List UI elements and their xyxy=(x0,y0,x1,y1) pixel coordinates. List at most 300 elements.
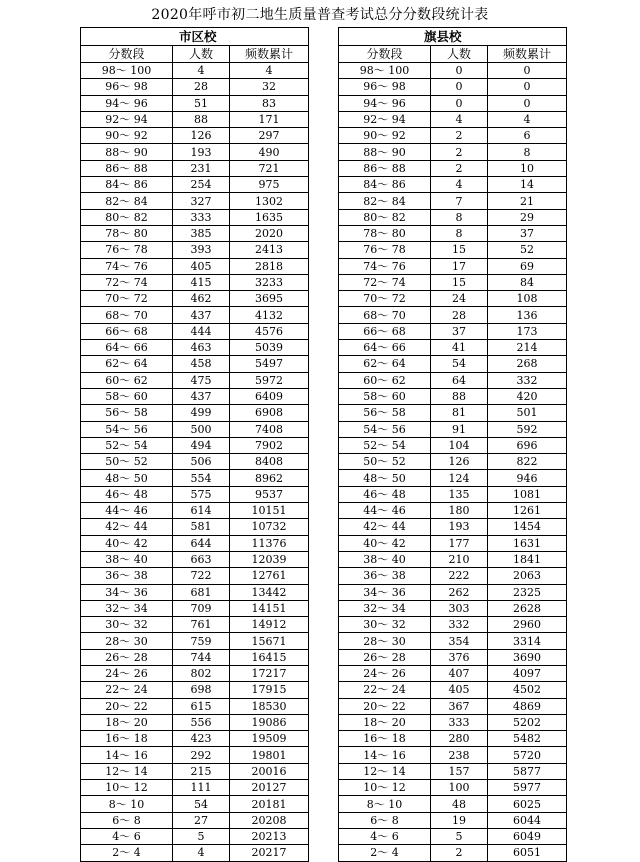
cumulative-cell: 20181 xyxy=(230,796,309,812)
score-range-cell: 20～ 22 xyxy=(339,698,431,714)
score-range-cell: 86～ 88 xyxy=(81,160,173,176)
cumulative-cell: 20208 xyxy=(230,812,309,828)
score-range-cell: 98～ 100 xyxy=(339,63,431,79)
count-cell: 193 xyxy=(431,519,488,535)
cumulative-cell: 946 xyxy=(488,470,567,486)
count-cell: 231 xyxy=(173,160,230,176)
count-cell: 333 xyxy=(173,209,230,225)
score-range-cell: 42～ 44 xyxy=(339,519,431,535)
cumulative-cell: 5972 xyxy=(230,372,309,388)
count-cell: 4 xyxy=(431,111,488,127)
cumulative-cell: 19086 xyxy=(230,714,309,730)
score-range-cell: 8～ 10 xyxy=(81,796,173,812)
table-row xyxy=(339,731,567,747)
table-row xyxy=(339,812,567,828)
score-range-cell: 80～ 82 xyxy=(339,209,431,225)
score-range-cell: 44～ 46 xyxy=(339,503,431,519)
score-range-cell: 40～ 42 xyxy=(81,535,173,551)
table-row xyxy=(81,649,309,665)
table-row xyxy=(81,828,309,844)
cumulative-cell: 4869 xyxy=(488,698,567,714)
count-cell: 91 xyxy=(431,421,488,437)
table-row xyxy=(339,405,567,421)
table-row xyxy=(81,617,309,633)
score-range-cell: 76～ 78 xyxy=(339,242,431,258)
table-row xyxy=(339,225,567,241)
table-row xyxy=(81,421,309,437)
count-cell: 37 xyxy=(431,323,488,339)
score-range-cell: 96～ 98 xyxy=(81,79,173,95)
column-header-score-range: 分数段 xyxy=(339,46,431,63)
count-cell: 126 xyxy=(173,128,230,144)
cumulative-cell: 5877 xyxy=(488,763,567,779)
count-cell: 41 xyxy=(431,340,488,356)
cumulative-cell: 1631 xyxy=(488,535,567,551)
cumulative-cell: 19801 xyxy=(230,747,309,763)
count-cell: 88 xyxy=(173,111,230,127)
cumulative-cell: 52 xyxy=(488,242,567,258)
count-cell: 177 xyxy=(431,535,488,551)
count-cell: 581 xyxy=(173,519,230,535)
table-row xyxy=(81,340,309,356)
count-cell: 367 xyxy=(431,698,488,714)
table-row xyxy=(339,584,567,600)
table-row xyxy=(339,503,567,519)
score-range-cell: 54～ 56 xyxy=(339,421,431,437)
table-row xyxy=(339,796,567,812)
cumulative-cell: 29 xyxy=(488,209,567,225)
cumulative-cell: 1302 xyxy=(230,193,309,209)
table-row xyxy=(339,649,567,665)
count-cell: 761 xyxy=(173,617,230,633)
county-schools-table xyxy=(338,27,567,862)
score-range-cell: 16～ 18 xyxy=(81,731,173,747)
score-range-cell: 24～ 26 xyxy=(339,665,431,681)
score-range-cell: 20～ 22 xyxy=(81,698,173,714)
table-row xyxy=(339,340,567,356)
table-row xyxy=(81,323,309,339)
score-range-cell: 12～ 14 xyxy=(81,763,173,779)
cumulative-cell: 8 xyxy=(488,144,567,160)
cumulative-cell: 822 xyxy=(488,454,567,470)
score-range-cell: 10～ 12 xyxy=(81,780,173,796)
cumulative-cell: 13442 xyxy=(230,584,309,600)
column-header-cumulative: 频数累计 xyxy=(488,46,567,63)
count-cell: 111 xyxy=(173,780,230,796)
score-range-cell: 92～ 94 xyxy=(339,111,431,127)
table-row xyxy=(339,828,567,844)
table-row xyxy=(81,144,309,160)
cumulative-cell: 1454 xyxy=(488,519,567,535)
score-range-cell: 64～ 66 xyxy=(339,340,431,356)
table-row xyxy=(339,698,567,714)
table-row xyxy=(81,698,309,714)
score-range-cell: 56～ 58 xyxy=(81,405,173,421)
table-row xyxy=(339,763,567,779)
count-cell: 393 xyxy=(173,242,230,258)
cumulative-cell: 10151 xyxy=(230,503,309,519)
cumulative-cell: 2960 xyxy=(488,617,567,633)
table-row xyxy=(339,79,567,95)
count-cell: 500 xyxy=(173,421,230,437)
table-row xyxy=(339,535,567,551)
cumulative-cell: 2063 xyxy=(488,568,567,584)
score-range-cell: 90～ 92 xyxy=(81,128,173,144)
table-row xyxy=(339,633,567,649)
table-row xyxy=(339,258,567,274)
count-cell: 215 xyxy=(173,763,230,779)
table-row xyxy=(339,128,567,144)
cumulative-cell: 1841 xyxy=(488,551,567,567)
table-row xyxy=(339,747,567,763)
cumulative-cell: 20016 xyxy=(230,763,309,779)
cumulative-cell: 4502 xyxy=(488,682,567,698)
cumulative-cell: 6908 xyxy=(230,405,309,421)
score-range-cell: 90～ 92 xyxy=(339,128,431,144)
cumulative-cell: 20213 xyxy=(230,828,309,844)
cumulative-cell: 14 xyxy=(488,177,567,193)
cumulative-cell: 4132 xyxy=(230,307,309,323)
score-range-cell: 46～ 48 xyxy=(81,486,173,502)
count-cell: 475 xyxy=(173,372,230,388)
score-range-cell: 34～ 36 xyxy=(81,584,173,600)
score-range-cell: 42～ 44 xyxy=(81,519,173,535)
score-range-cell: 34～ 36 xyxy=(339,584,431,600)
cumulative-cell: 4576 xyxy=(230,323,309,339)
table-row xyxy=(81,258,309,274)
count-cell: 681 xyxy=(173,584,230,600)
cumulative-cell: 4 xyxy=(488,111,567,127)
cumulative-cell: 5977 xyxy=(488,780,567,796)
table-row xyxy=(339,486,567,502)
table-row xyxy=(81,128,309,144)
table-row xyxy=(339,144,567,160)
cumulative-cell: 420 xyxy=(488,388,567,404)
count-cell: 644 xyxy=(173,535,230,551)
table-row xyxy=(339,160,567,176)
cumulative-cell: 17915 xyxy=(230,682,309,698)
cumulative-cell: 0 xyxy=(488,95,567,111)
table-row xyxy=(339,682,567,698)
score-range-cell: 6～ 8 xyxy=(339,812,431,828)
count-cell: 405 xyxy=(173,258,230,274)
count-cell: 280 xyxy=(431,731,488,747)
count-cell: 4 xyxy=(431,177,488,193)
cumulative-cell: 1081 xyxy=(488,486,567,502)
count-cell: 104 xyxy=(431,437,488,453)
count-cell: 709 xyxy=(173,600,230,616)
count-cell: 64 xyxy=(431,372,488,388)
table-row xyxy=(81,796,309,812)
score-range-cell: 70～ 72 xyxy=(339,291,431,307)
cumulative-cell: 268 xyxy=(488,356,567,372)
cumulative-cell: 332 xyxy=(488,372,567,388)
table-row xyxy=(81,584,309,600)
cumulative-cell: 0 xyxy=(488,79,567,95)
cumulative-cell: 10732 xyxy=(230,519,309,535)
cumulative-cell: 12039 xyxy=(230,551,309,567)
count-cell: 2 xyxy=(431,845,488,861)
count-cell: 615 xyxy=(173,698,230,714)
score-range-cell: 62～ 64 xyxy=(339,356,431,372)
cumulative-cell: 490 xyxy=(230,144,309,160)
table-row xyxy=(339,519,567,535)
table-row xyxy=(81,682,309,698)
count-cell: 210 xyxy=(431,551,488,567)
table-row xyxy=(81,242,309,258)
cumulative-cell: 17217 xyxy=(230,665,309,681)
score-range-cell: 6～ 8 xyxy=(81,812,173,828)
cumulative-cell: 19509 xyxy=(230,731,309,747)
table-row xyxy=(339,193,567,209)
cumulative-cell: 10 xyxy=(488,160,567,176)
score-range-cell: 14～ 16 xyxy=(81,747,173,763)
table-row xyxy=(81,95,309,111)
count-cell: 8 xyxy=(431,225,488,241)
table-row xyxy=(81,763,309,779)
table-row xyxy=(339,665,567,681)
table-row xyxy=(81,291,309,307)
count-cell: 0 xyxy=(431,79,488,95)
score-range-cell: 68～ 70 xyxy=(81,307,173,323)
score-range-cell: 36～ 38 xyxy=(81,568,173,584)
cumulative-cell: 4 xyxy=(230,63,309,79)
score-range-cell: 30～ 32 xyxy=(81,617,173,633)
count-cell: 437 xyxy=(173,388,230,404)
count-cell: 759 xyxy=(173,633,230,649)
count-cell: 333 xyxy=(431,714,488,730)
table-row xyxy=(81,568,309,584)
count-cell: 499 xyxy=(173,405,230,421)
count-cell: 135 xyxy=(431,486,488,502)
score-range-cell: 82～ 84 xyxy=(81,193,173,209)
score-range-cell: 36～ 38 xyxy=(339,568,431,584)
table-row xyxy=(81,503,309,519)
cumulative-cell: 8962 xyxy=(230,470,309,486)
cumulative-cell: 6 xyxy=(488,128,567,144)
table-row xyxy=(339,63,567,79)
cumulative-cell: 84 xyxy=(488,274,567,290)
count-cell: 292 xyxy=(173,747,230,763)
table-row xyxy=(81,731,309,747)
table-row xyxy=(81,160,309,176)
cumulative-cell: 20217 xyxy=(230,845,309,861)
score-range-cell: 56～ 58 xyxy=(339,405,431,421)
score-range-cell: 30～ 32 xyxy=(339,617,431,633)
count-cell: 15 xyxy=(431,274,488,290)
cumulative-cell: 6049 xyxy=(488,828,567,844)
cumulative-cell: 6051 xyxy=(488,845,567,861)
count-cell: 354 xyxy=(431,633,488,649)
table-row xyxy=(339,274,567,290)
cumulative-cell: 3690 xyxy=(488,649,567,665)
cumulative-cell: 3314 xyxy=(488,633,567,649)
cumulative-cell: 696 xyxy=(488,437,567,453)
score-range-cell: 12～ 14 xyxy=(339,763,431,779)
table-row xyxy=(339,845,567,861)
cumulative-cell: 5720 xyxy=(488,747,567,763)
count-cell: 0 xyxy=(431,63,488,79)
count-cell: 556 xyxy=(173,714,230,730)
score-range-cell: 54～ 56 xyxy=(81,421,173,437)
table-row xyxy=(81,209,309,225)
table-row xyxy=(339,551,567,567)
table-row xyxy=(339,780,567,796)
count-cell: 444 xyxy=(173,323,230,339)
count-cell: 28 xyxy=(173,79,230,95)
count-cell: 698 xyxy=(173,682,230,698)
score-range-cell: 72～ 74 xyxy=(81,274,173,290)
table-row xyxy=(339,437,567,453)
count-cell: 4 xyxy=(173,63,230,79)
count-cell: 7 xyxy=(431,193,488,209)
count-cell: 24 xyxy=(431,291,488,307)
score-range-cell: 80～ 82 xyxy=(81,209,173,225)
score-range-cell: 18～ 20 xyxy=(81,714,173,730)
score-range-cell: 96～ 98 xyxy=(339,79,431,95)
count-cell: 222 xyxy=(431,568,488,584)
table-row xyxy=(81,551,309,567)
score-range-cell: 78～ 80 xyxy=(81,225,173,241)
column-header-count: 人数 xyxy=(431,46,488,63)
cumulative-cell: 5039 xyxy=(230,340,309,356)
table-row xyxy=(339,617,567,633)
table-row xyxy=(81,486,309,502)
score-range-cell: 14～ 16 xyxy=(339,747,431,763)
score-range-cell: 86～ 88 xyxy=(339,160,431,176)
table-row xyxy=(339,714,567,730)
table-row xyxy=(339,356,567,372)
cumulative-cell: 14151 xyxy=(230,600,309,616)
cumulative-cell: 171 xyxy=(230,111,309,127)
count-cell: 506 xyxy=(173,454,230,470)
score-range-cell: 62～ 64 xyxy=(81,356,173,372)
table-row xyxy=(339,454,567,470)
score-range-cell: 68～ 70 xyxy=(339,307,431,323)
score-range-cell: 8～ 10 xyxy=(339,796,431,812)
count-cell: 262 xyxy=(431,584,488,600)
count-cell: 722 xyxy=(173,568,230,584)
table-row xyxy=(81,372,309,388)
count-cell: 462 xyxy=(173,291,230,307)
score-range-cell: 32～ 34 xyxy=(81,600,173,616)
score-range-cell: 72～ 74 xyxy=(339,274,431,290)
table-row xyxy=(339,307,567,323)
cumulative-cell: 2020 xyxy=(230,225,309,241)
region-label: 市区校 xyxy=(81,28,309,46)
count-cell: 4 xyxy=(173,845,230,861)
score-range-cell: 52～ 54 xyxy=(339,437,431,453)
region-label: 旗县校 xyxy=(339,28,567,46)
count-cell: 15 xyxy=(431,242,488,258)
score-range-cell: 48～ 50 xyxy=(339,470,431,486)
count-cell: 180 xyxy=(431,503,488,519)
count-cell: 254 xyxy=(173,177,230,193)
count-cell: 423 xyxy=(173,731,230,747)
cumulative-cell: 7408 xyxy=(230,421,309,437)
table-row xyxy=(81,600,309,616)
table-row xyxy=(81,535,309,551)
table-row xyxy=(339,388,567,404)
count-cell: 81 xyxy=(431,405,488,421)
score-range-cell: 46～ 48 xyxy=(339,486,431,502)
count-cell: 327 xyxy=(173,193,230,209)
cumulative-cell: 15671 xyxy=(230,633,309,649)
count-cell: 51 xyxy=(173,95,230,111)
count-cell: 126 xyxy=(431,454,488,470)
count-cell: 124 xyxy=(431,470,488,486)
score-range-cell: 66～ 68 xyxy=(81,323,173,339)
count-cell: 5 xyxy=(431,828,488,844)
count-cell: 0 xyxy=(431,95,488,111)
cumulative-cell: 20127 xyxy=(230,780,309,796)
table-row xyxy=(339,470,567,486)
cumulative-cell: 108 xyxy=(488,291,567,307)
score-range-cell: 4～ 6 xyxy=(339,828,431,844)
cumulative-cell: 136 xyxy=(488,307,567,323)
table-row xyxy=(339,372,567,388)
score-range-cell: 64～ 66 xyxy=(81,340,173,356)
cumulative-cell: 5497 xyxy=(230,356,309,372)
count-cell: 415 xyxy=(173,274,230,290)
cumulative-cell: 5482 xyxy=(488,731,567,747)
column-header-cumulative: 频数累计 xyxy=(230,46,309,63)
count-cell: 407 xyxy=(431,665,488,681)
cumulative-cell: 6044 xyxy=(488,812,567,828)
count-cell: 575 xyxy=(173,486,230,502)
table-row xyxy=(81,388,309,404)
table-row xyxy=(339,323,567,339)
cumulative-cell: 18530 xyxy=(230,698,309,714)
table-row xyxy=(339,209,567,225)
cumulative-cell: 214 xyxy=(488,340,567,356)
table-row xyxy=(81,225,309,241)
score-range-cell: 88～ 90 xyxy=(339,144,431,160)
score-range-cell: 48～ 50 xyxy=(81,470,173,486)
count-cell: 458 xyxy=(173,356,230,372)
table-row xyxy=(81,812,309,828)
table-row xyxy=(81,714,309,730)
count-cell: 238 xyxy=(431,747,488,763)
count-cell: 2 xyxy=(431,144,488,160)
cumulative-cell: 7902 xyxy=(230,437,309,453)
score-range-cell: 40～ 42 xyxy=(339,535,431,551)
table-row xyxy=(81,177,309,193)
count-cell: 663 xyxy=(173,551,230,567)
cumulative-cell: 5202 xyxy=(488,714,567,730)
score-range-cell: 50～ 52 xyxy=(339,454,431,470)
score-range-cell: 38～ 40 xyxy=(81,551,173,567)
score-range-cell: 74～ 76 xyxy=(339,258,431,274)
score-range-cell: 22～ 24 xyxy=(81,682,173,698)
cumulative-cell: 501 xyxy=(488,405,567,421)
count-cell: 8 xyxy=(431,209,488,225)
count-cell: 332 xyxy=(431,617,488,633)
cumulative-cell: 11376 xyxy=(230,535,309,551)
table-row xyxy=(81,454,309,470)
cumulative-cell: 297 xyxy=(230,128,309,144)
cumulative-cell: 4097 xyxy=(488,665,567,681)
table-row xyxy=(81,111,309,127)
score-range-cell: 74～ 76 xyxy=(81,258,173,274)
score-range-cell: 78～ 80 xyxy=(339,225,431,241)
cumulative-cell: 2818 xyxy=(230,258,309,274)
score-range-cell: 28～ 30 xyxy=(81,633,173,649)
table-row xyxy=(81,193,309,209)
cumulative-cell: 1261 xyxy=(488,503,567,519)
cumulative-cell: 6409 xyxy=(230,388,309,404)
cumulative-cell: 1635 xyxy=(230,209,309,225)
